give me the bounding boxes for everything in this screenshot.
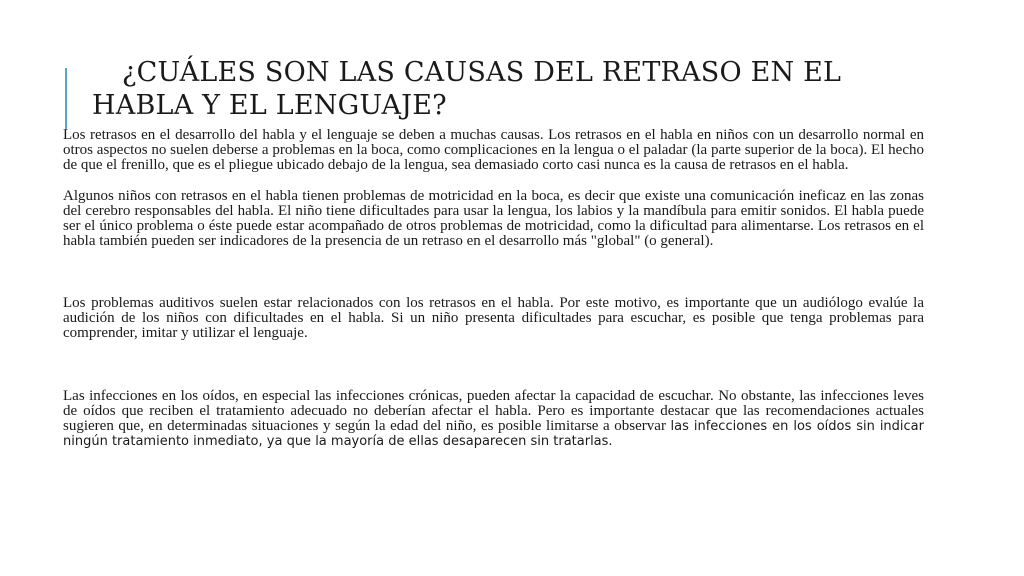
paragraph-motor-problems: Algunos niños con retrasos en el habla tienen problemas de motricidad en la boca, es decir que existe una comunicación ineficaz en las zonas del cerebro responsables del habla. El niño tiene dificultades para usar la lengua, los labios y la mandíbula para emitir sonidos. El habla puede ser el único problema o éste puede estar acompañado de otros problemas de motricidad, como la dificultad para alimentarse. Los retrasos en el habla también pueden ser indicadores de la presencia de un retraso en el desarrollo más "global" (o general).: [63, 188, 924, 249]
paragraph-ear-infections-tail: las infecciones en los oídos sin indicar ningún tratamiento inmediato, ya que la mayoría de ellas desaparecen sin tratarlas.: [63, 419, 924, 449]
slide-title-line-1: ¿CUÁLES SON LAS CAUSAS DEL RETRASO EN EL: [122, 57, 842, 88]
paragraph-causes: Los retrasos en el desarrollo del habla y el lenguaje se deben a muchas causas. Los retrasos en el habla en niños con un desarrollo normal en otros aspectos no suelen deberse a problemas en la boca, como complicaciones en la lengua o el paladar (la parte superior de la boca). El hecho de que el frenillo, que es el pliegue ubicado debajo de la lengua, sea demasiado corto casi nunca es la causa de retrasos en el habla.: [63, 127, 924, 173]
slide-title-line-2: HABLA Y EL LENGUAJE?: [92, 90, 447, 121]
paragraph-ear-infections: [63, 389, 924, 449]
slide-title: [92, 56, 972, 122]
title-accent-bar: [65, 68, 67, 130]
paragraph-ear-infections-main: Las infecciones en los oídos, en especial las infecciones crónicas, pueden afectar la capacidad de escuchar. No obstante, las infecciones leves de oídos que reciben el tratamiento adecuado no deberían afectar el habla. Pero es importante destacar que las recomendaciones actuales sugieren que, en determinadas situaciones y según la edad del niño, es posible limitarse a observar: [63, 388, 924, 434]
paragraph-hearing-problems: Los problemas auditivos suelen estar relacionados con los retrasos en el habla. Por este motivo, es importante que un audiólogo evalúe la audición de los niños con dificultades en el habla. Si un niño presenta dificultades para escuchar, es posible que tenga problemas para comprender, imitar y utilizar el lenguaje.: [63, 295, 924, 341]
slide-body: [63, 128, 924, 449]
